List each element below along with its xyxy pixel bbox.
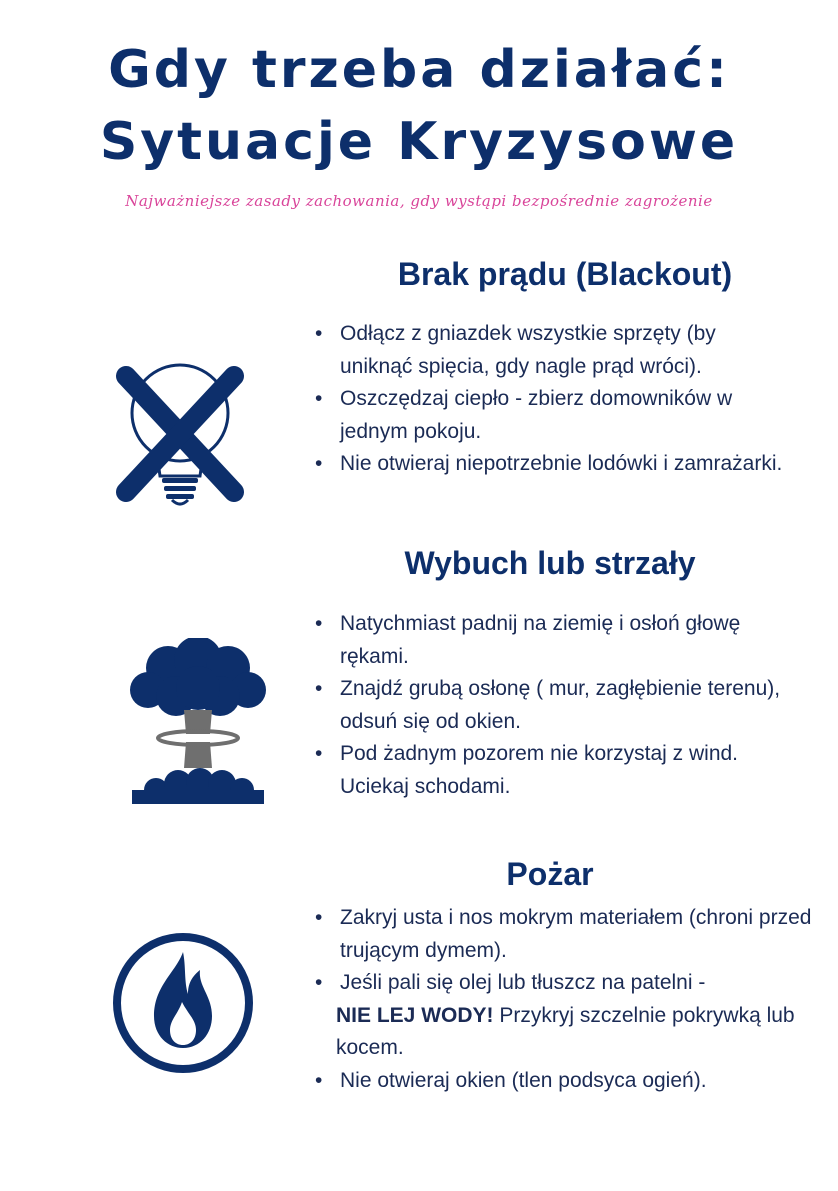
tagline: Najważniejsze zasady zachowania, gdy wystąpi bezpośrednie zagrożenie [125,192,713,210]
list-item: • Nie otwieraj niepotrzebnie lodówki i zamrażarki. [312,448,792,481]
section-title-blackout: Brak prądu (Blackout) [397,256,733,292]
list-item: • Znajdź grubą osłonę ( mur, zagłębienie terenu), odsuń się od okien. [312,673,812,738]
page-title-line-2: Sytuacje Kryzysowe [99,112,739,172]
no-water-warning: NIE LEJ WODY! [336,1003,494,1027]
crossed-light-bulb-icon [110,358,250,510]
list-item-continuation [312,1000,832,1065]
list-item: • Odłącz z gniazdek wszystkie sprzęty (by uniknąć spięcia, gdy nagle prąd wróci). [312,318,792,383]
list-item: • Jeśli pali się olej lub tłuszcz na patelni - [312,967,832,1000]
cover-instruction: Przykryj szczelnie pokrywką lub kocem. [336,1003,795,1059]
section-title-explosion: Wybuch lub strzały [404,545,696,581]
fire-in-circle-icon [110,930,256,1076]
explosion-points [312,608,812,803]
list-item: • Pod żadnym pozorem nie korzystaj z wind. Uciekaj schodami. [312,738,812,803]
list-item: • Nie otwieraj okien (tlen podsyca ogień). [312,1065,832,1098]
explosion-mushroom-cloud-icon [128,638,268,806]
list-item: • Oszczędzaj ciepło - zbierz domowników w jednym pokoju. [312,383,792,448]
fire-points [312,902,832,1097]
list-item: • Zakryj usta i nos mokrym materiałem (chroni przed trującym dymem). [312,902,832,967]
page-title-line-1: Gdy trzeba działać: [108,40,730,100]
blackout-points [312,318,792,481]
list-item: • Natychmiast padnij na ziemię i osłoń głowę rękami. [312,608,812,673]
section-title-fire: Pożar [506,856,594,892]
